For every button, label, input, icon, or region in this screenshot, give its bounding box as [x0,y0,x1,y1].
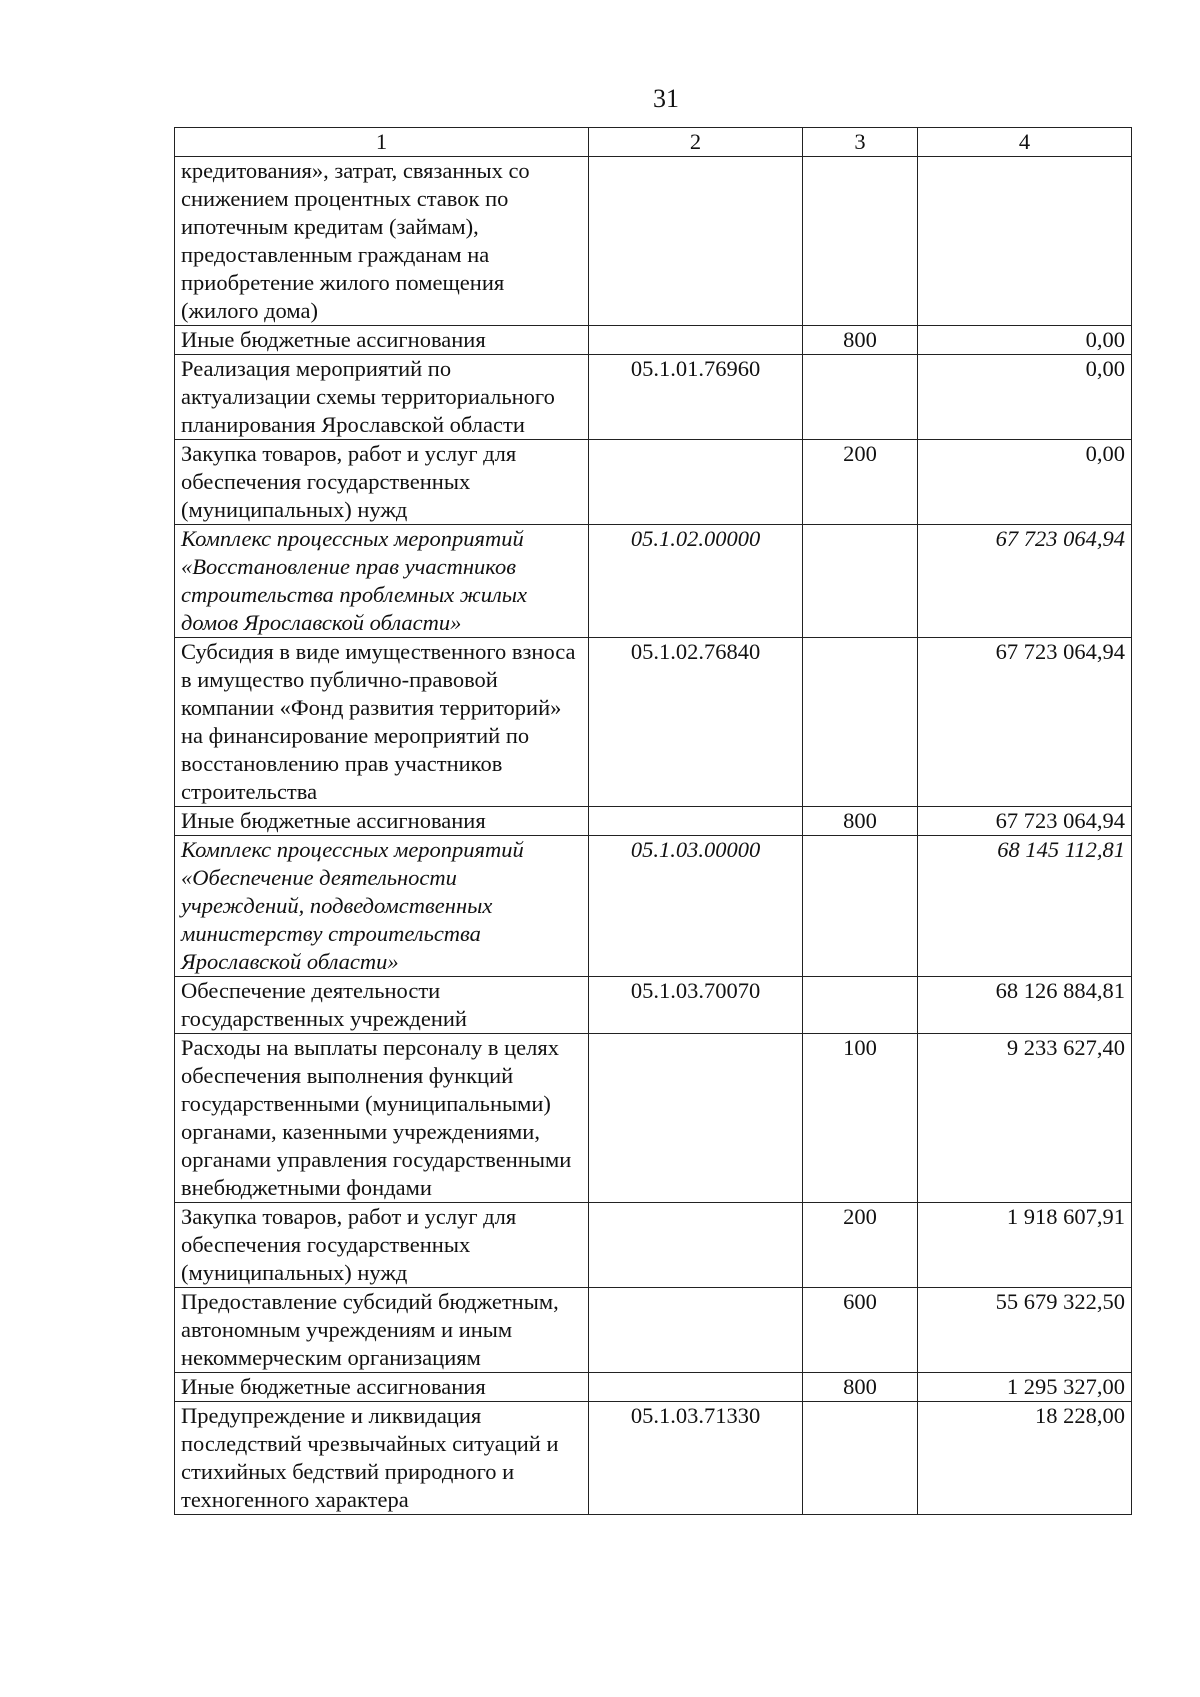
row-code-cell: 05.1.03.70070 [589,977,803,1034]
row-amount-cell: 1 295 327,00 [918,1373,1132,1402]
row-name-cell: Иные бюджетные ассигнования [175,1373,589,1402]
row-type-cell [803,525,918,638]
row-code-cell: 05.1.03.00000 [589,836,803,977]
row-code-cell: 05.1.02.76840 [589,638,803,807]
row-amount-cell: 1 918 607,91 [918,1203,1132,1288]
row-name-cell: Закупка товаров, работ и услуг для обеспечения государственных (муниципальных) нужд [175,1203,589,1288]
column-header-2: 2 [589,128,803,157]
table-row [175,525,1132,638]
row-code-cell [589,807,803,836]
table-row [175,355,1132,440]
table-row [175,638,1132,807]
table-row [175,440,1132,525]
table-row [175,807,1132,836]
row-type-cell [803,977,918,1034]
row-amount-cell: 67 723 064,94 [918,807,1132,836]
row-name-cell: Предоставление субсидий бюджетным, автономным учреждениям и иным некоммерческим организациям [175,1288,589,1373]
row-amount-cell [918,157,1132,326]
row-amount-cell: 18 228,00 [918,1402,1132,1515]
row-code-cell [589,1034,803,1203]
row-type-cell [803,157,918,326]
row-code-cell [589,1288,803,1373]
row-type-cell: 100 [803,1034,918,1203]
row-type-cell: 600 [803,1288,918,1373]
row-name-cell: Субсидия в виде имущественного взноса в имущество публично-правовой компании «Фонд развития территорий» на финансирование мероприятий по восстановлению прав участников строительства [175,638,589,807]
row-amount-cell: 0,00 [918,440,1132,525]
table-row [175,1203,1132,1288]
row-type-cell: 800 [803,1373,918,1402]
row-amount-cell: 67 723 064,94 [918,525,1132,638]
row-type-cell [803,1402,918,1515]
row-amount-cell: 68 126 884,81 [918,977,1132,1034]
row-code-cell [589,1203,803,1288]
row-code-cell [589,326,803,355]
table-row [175,1373,1132,1402]
row-amount-cell: 67 723 064,94 [918,638,1132,807]
row-type-cell [803,638,918,807]
row-code-cell [589,157,803,326]
row-name-cell: Реализация мероприятий по актуализации схемы территориального планирования Ярославской области [175,355,589,440]
table-row [175,1034,1132,1203]
row-name-cell: Закупка товаров, работ и услуг для обеспечения государственных (муниципальных) нужд [175,440,589,525]
row-type-cell [803,836,918,977]
row-name-cell: Комплекс процессных мероприятий «Обеспечение деятельности учреждений, подведомственных министерству строительства Ярославской области» [175,836,589,977]
column-header-4: 4 [918,128,1132,157]
budget-table [174,127,1132,1515]
row-name-cell: Обеспечение деятельности государственных учреждений [175,977,589,1034]
row-type-cell [803,355,918,440]
row-code-cell: 05.1.03.71330 [589,1402,803,1515]
table-row [175,836,1132,977]
table-row [175,977,1132,1034]
column-header-3: 3 [803,128,918,157]
row-code-cell [589,1373,803,1402]
row-amount-cell: 0,00 [918,355,1132,440]
row-code-cell: 05.1.02.00000 [589,525,803,638]
row-amount-cell: 55 679 322,50 [918,1288,1132,1373]
row-type-cell: 200 [803,1203,918,1288]
row-name-cell: Комплекс процессных мероприятий «Восстановление прав участников строительства проблемных жилых домов Ярославской области» [175,525,589,638]
table-body [175,157,1132,1515]
row-type-cell: 800 [803,807,918,836]
table-row [175,157,1132,326]
row-type-cell: 200 [803,440,918,525]
row-name-cell: Предупреждение и ликвидация последствий чрезвычайных ситуаций и стихийных бедствий природного и техногенного характера [175,1402,589,1515]
table-header-row [175,128,1132,157]
row-amount-cell: 68 145 112,81 [918,836,1132,977]
row-type-cell: 800 [803,326,918,355]
row-name-cell: Расходы на выплаты персоналу в целях обеспечения выполнения функций государственными (муниципальными) органами, казенными учреждениями, органами управления государственными внебюджетными фондами [175,1034,589,1203]
row-code-cell [589,440,803,525]
row-name-cell: кредитования», затрат, связанных со снижением процентных ставок по ипотечным кредитам (займам), предоставленным гражданам на приобретение жилого помещения (жилого дома) [175,157,589,326]
row-amount-cell: 9 233 627,40 [918,1034,1132,1203]
table-row [175,1288,1132,1373]
table-row [175,326,1132,355]
table-row [175,1402,1132,1515]
page-number: 31 [653,84,679,113]
row-code-cell: 05.1.01.76960 [589,355,803,440]
row-amount-cell: 0,00 [918,326,1132,355]
column-header-1: 1 [175,128,589,157]
row-name-cell: Иные бюджетные ассигнования [175,326,589,355]
row-name-cell: Иные бюджетные ассигнования [175,807,589,836]
